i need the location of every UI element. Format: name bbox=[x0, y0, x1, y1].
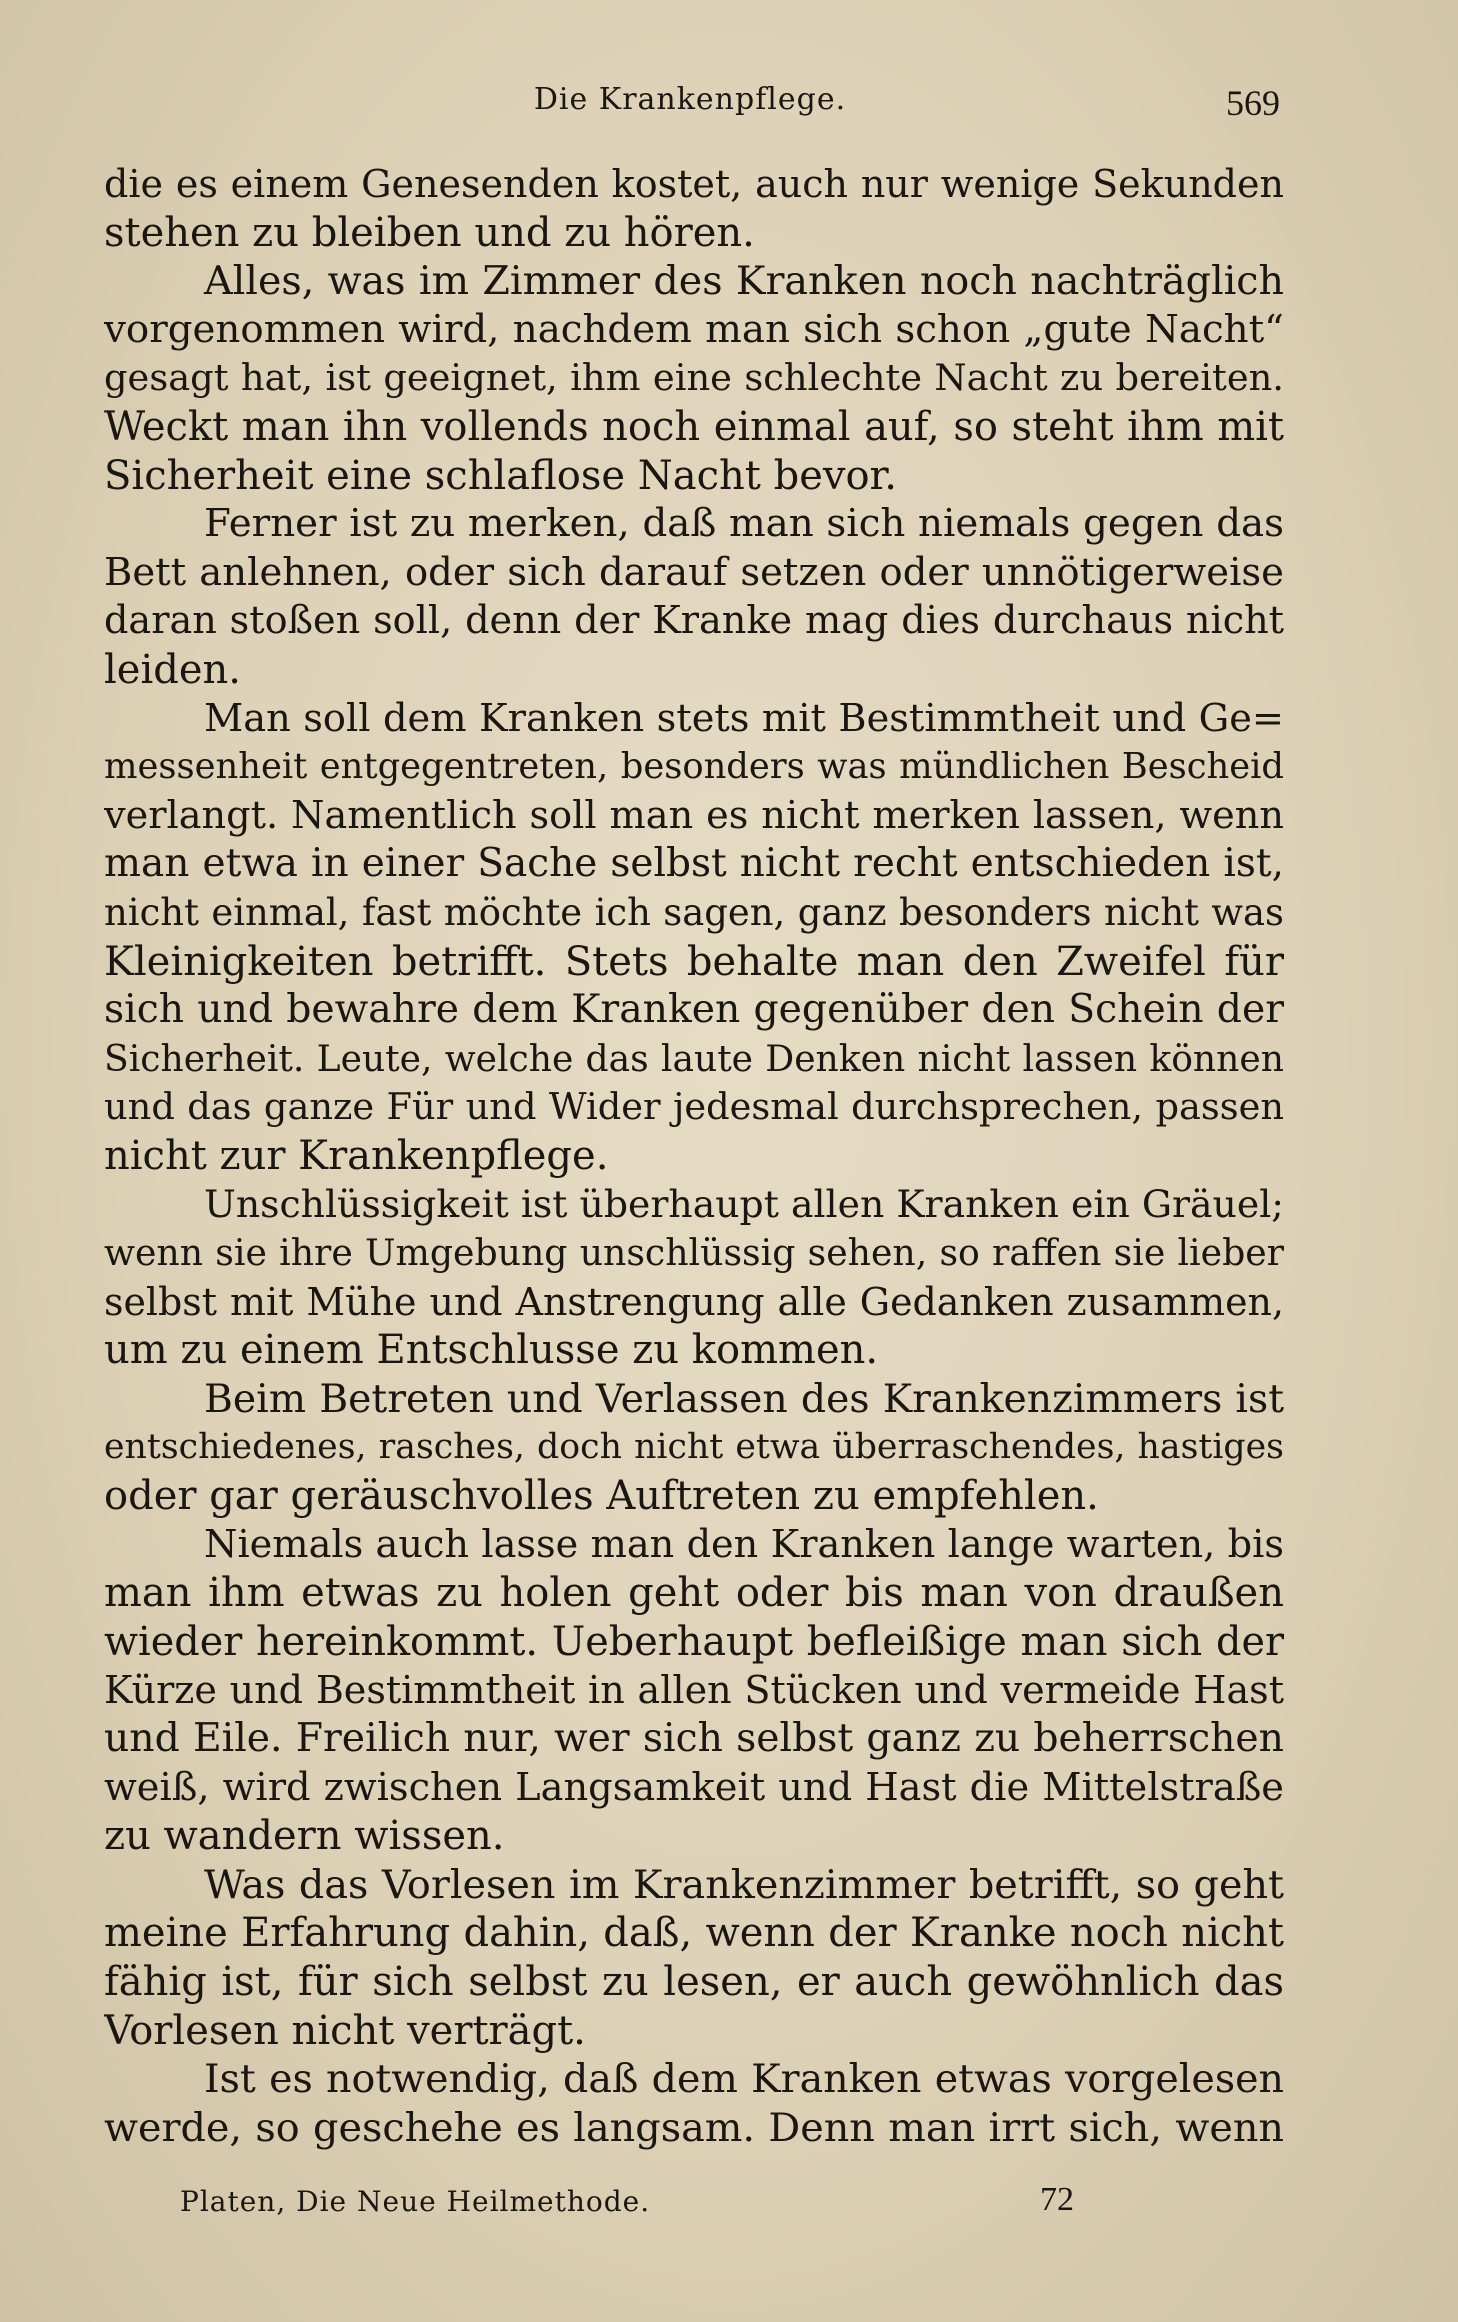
text-line: Sicherheit. Leute, welche das laute Denken nicht lassen können bbox=[104, 1037, 1284, 1080]
page-number: 569 bbox=[1226, 83, 1280, 123]
paragraph bbox=[104, 1861, 1284, 2055]
text-line: Alles, was im Zimmer des Kranken noch nachträglich bbox=[204, 258, 1284, 305]
text-line: Ferner ist zu merken, daß man sich niemals gegen das bbox=[204, 501, 1284, 547]
footer-book-title: Platen, Die Neue Heilmethode. bbox=[180, 2185, 651, 2218]
paragraph bbox=[104, 2055, 1284, 2152]
text-line: werde, so geschehe es langsam. Denn man irrt sich, wenn bbox=[104, 2104, 1284, 2151]
text-line: Niemals auch lasse man den Kranken lange warten, bis bbox=[204, 1522, 1284, 1567]
paragraph bbox=[104, 695, 1284, 1181]
body-text bbox=[104, 160, 1284, 2152]
text-line: und Eile. Freilich nur, wer sich selbst ganz zu beherrschen bbox=[104, 1716, 1284, 1761]
text-line: man ihm etwas zu holen geht oder bis man von draußen bbox=[104, 1570, 1284, 1617]
text-line: leiden. bbox=[104, 646, 242, 693]
text-line: Vorlesen nicht verträgt. bbox=[104, 2007, 586, 2054]
text-line: und das ganze Für und Wider jedesmal durchsprechen, passen bbox=[104, 1085, 1284, 1129]
running-head bbox=[100, 82, 1280, 132]
text-line: daran stoßen soll, denn der Kranke mag dies durchaus nicht bbox=[104, 599, 1284, 644]
paragraph bbox=[104, 1180, 1284, 1374]
text-line: Was das Vorlesen im Krankenzimmer betrifft, so geht bbox=[204, 1861, 1284, 1908]
running-title: Die Krankenpflege. bbox=[533, 82, 847, 117]
text-line: stehen zu bleiben und zu hören. bbox=[104, 209, 755, 256]
sheet-signature: 72 bbox=[1040, 2181, 1074, 2218]
text-line: Sicherheit eine schlaflose Nacht bevor. bbox=[104, 452, 897, 499]
text-line: messenheit entgegentreten, besonders was mündlichen Bescheid bbox=[104, 746, 1284, 788]
text-line: oder gar geräuschvolles Auftreten zu empfehlen. bbox=[104, 1473, 1099, 1520]
paragraph bbox=[104, 160, 1284, 257]
text-line: verlangt. Namentlich soll man es nicht merken lassen, wenn bbox=[104, 793, 1284, 838]
text-line: fähig ist, für sich selbst zu lesen, er auch gewöhnlich das bbox=[104, 1958, 1284, 2005]
paragraph bbox=[104, 257, 1284, 500]
text-line: nicht einmal, fast möchte ich sagen, ganz besonders nicht was bbox=[104, 890, 1284, 934]
text-line: nicht zur Krankenpflege. bbox=[104, 1132, 609, 1179]
text-line: Weckt man ihn vollends noch einmal auf, so steht ihm mit bbox=[104, 403, 1284, 450]
text-line: Bett anlehnen, oder sich darauf setzen oder unnötigerweise bbox=[104, 549, 1284, 595]
text-line: Beim Betreten und Verlassen des Krankenzimmers ist bbox=[204, 1375, 1284, 1422]
text-line: um zu einem Entschlusse zu kommen. bbox=[104, 1327, 879, 1374]
text-line: wieder hereinkommt. Ueberhaupt befleißige man sich der bbox=[104, 1618, 1284, 1665]
text-line: selbst mit Mühe und Anstrengung alle Gedanken zusammen, bbox=[104, 1279, 1284, 1324]
text-line: Man soll dem Kranken stets mit Bestimmtheit und Ge= bbox=[204, 695, 1284, 741]
text-line: Unschlüssigkeit ist überhaupt allen Kranken ein Gräuel; bbox=[204, 1182, 1284, 1227]
text-line: wenn sie ihre Umgebung unschlüssig sehen, so raffen sie lieber bbox=[104, 1231, 1284, 1275]
text-line: weiß, wird zwischen Langsamkeit und Hast die Mittelstraße bbox=[104, 1764, 1284, 1810]
text-line: zu wandern wissen. bbox=[104, 1813, 505, 1860]
paragraph bbox=[104, 1375, 1284, 1521]
text-line: Ist es notwendig, daß dem Kranken etwas vorgelesen bbox=[204, 2056, 1284, 2103]
text-line: sich und bewahre dem Kranken gegenüber den Schein der bbox=[104, 987, 1284, 1033]
paragraph bbox=[104, 1521, 1284, 1861]
text-line: Kleinigkeiten betrifft. Stets behalte man den Zweifel für bbox=[104, 938, 1284, 985]
text-line: man etwa in einer Sache selbst nicht recht entschieden ist, bbox=[104, 841, 1284, 887]
text-line: vorgenommen wird, nachdem man sich schon „gute Nacht“ bbox=[104, 306, 1284, 352]
paragraph bbox=[104, 500, 1284, 694]
text-line: gesagt hat, ist geeignet, ihm eine schlechte Nacht zu bereiten. bbox=[104, 356, 1284, 400]
text-line: die es einem Genesenden kostet, auch nur wenige Sekunden bbox=[104, 162, 1284, 206]
page-footer bbox=[180, 2181, 1080, 2233]
text-line: meine Erfahrung dahin, daß, wenn der Kranke noch nicht bbox=[104, 1910, 1284, 1957]
text-line: Kürze und Bestimmtheit in allen Stücken und vermeide Hast bbox=[104, 1668, 1284, 1713]
text-line: entschiedenes, rasches, doch nicht etwa überraschendes, hastiges bbox=[104, 1427, 1284, 1468]
